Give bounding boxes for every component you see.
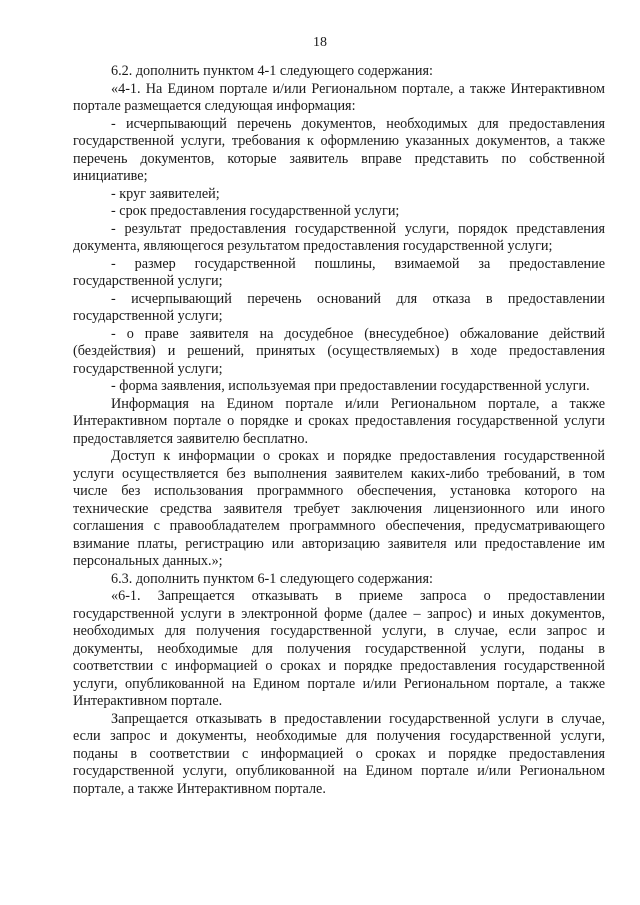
list-item-result: - результат предоставления государственной услуги, порядок представления документа, являющегося результатом предоставления государственной услуги; <box>73 220 605 254</box>
paragraph-free-info: Информация на Едином портале и/или Региональном портале, а также Интерактивном портале о порядке и сроках предоставления государственной услуги предоставляется заявителю бесплатно. <box>73 395 605 447</box>
paragraph-6-1-prohibition: «6-1. Запрещается отказывать в приеме запроса о предоставлении государственной услуги в электронной форме (далее – запрос) и иных документов, необходимых для получения государственной услуги, в случае, если запрос и документы, необходимые для получения государственной услуги, поданы в соответствии с информацией о сроках и порядке предоставления государственной услуги, опубликованной на Едином портале и/или Региональном портале, а также Интерактивном портале. <box>73 588 605 709</box>
list-item-documents: - исчерпывающий перечень документов, необходимых для предоставления государственной услуги, требования к оформлению указанных документов, а также перечень документов, которые заявитель вправе представить по собственной инициативе; <box>73 115 605 184</box>
list-item-application-form: - форма заявления, используемая при предоставлении государственной услуги. <box>111 378 590 394</box>
paragraph-refusal-prohibition: Запрещается отказывать в предоставлении государственной услуги в случае, если запрос и документы, необходимые для получения государственной услуги, поданы в соответствии с информацией о сроках и порядке предоставления государственной услуги, опубликованной на Едином портале и/или Региональном портале, а также Интерактивном портале. <box>73 710 605 797</box>
paragraph-4-1-intro: «4-1. На Едином портале и/или Региональном портале, а также Интерактивном портале размещается следующая информация: <box>73 80 605 114</box>
list-item-applicants: - круг заявителей; <box>111 185 220 202</box>
list-item-appeal-right: - о праве заявителя на досудебное (внесудебное) обжалование действий (бездействия) и решений, принятых (осуществляемых) в ходе предоставления государственной услуги; <box>73 325 605 377</box>
paragraph-6-2-heading: 6.2. дополнить пунктом 4-1 следующего содержания: <box>111 63 433 79</box>
list-item-refusal-grounds: - исчерпывающий перечень оснований для отказа в предоставлении государственной услуги; <box>73 290 605 324</box>
document-body <box>73 63 605 798</box>
paragraph-6-3-heading: 6.3. дополнить пунктом 6-1 следующего содержания: <box>111 570 433 587</box>
page-number: 18 <box>313 35 327 50</box>
list-item-term: - срок предоставления государственной услуги; <box>111 203 400 219</box>
paragraph-access-info: Доступ к информации о сроках и порядке предоставления государственной услуги осуществляется без выполнения заявителем каких-либо требований, в том числе без использования программного обеспечения, установка которого на технические средства заявителя требует заключения лицензионного или иного соглашения с правообладателем программного обеспечения, предусматривающего взимание платы, регистрацию или авторизацию заявителя или предоставление им персональных данных.»; <box>73 448 605 569</box>
list-item-fee: - размер государственной пошлины, взимаемой за предоставление государственной услуги; <box>73 255 605 289</box>
